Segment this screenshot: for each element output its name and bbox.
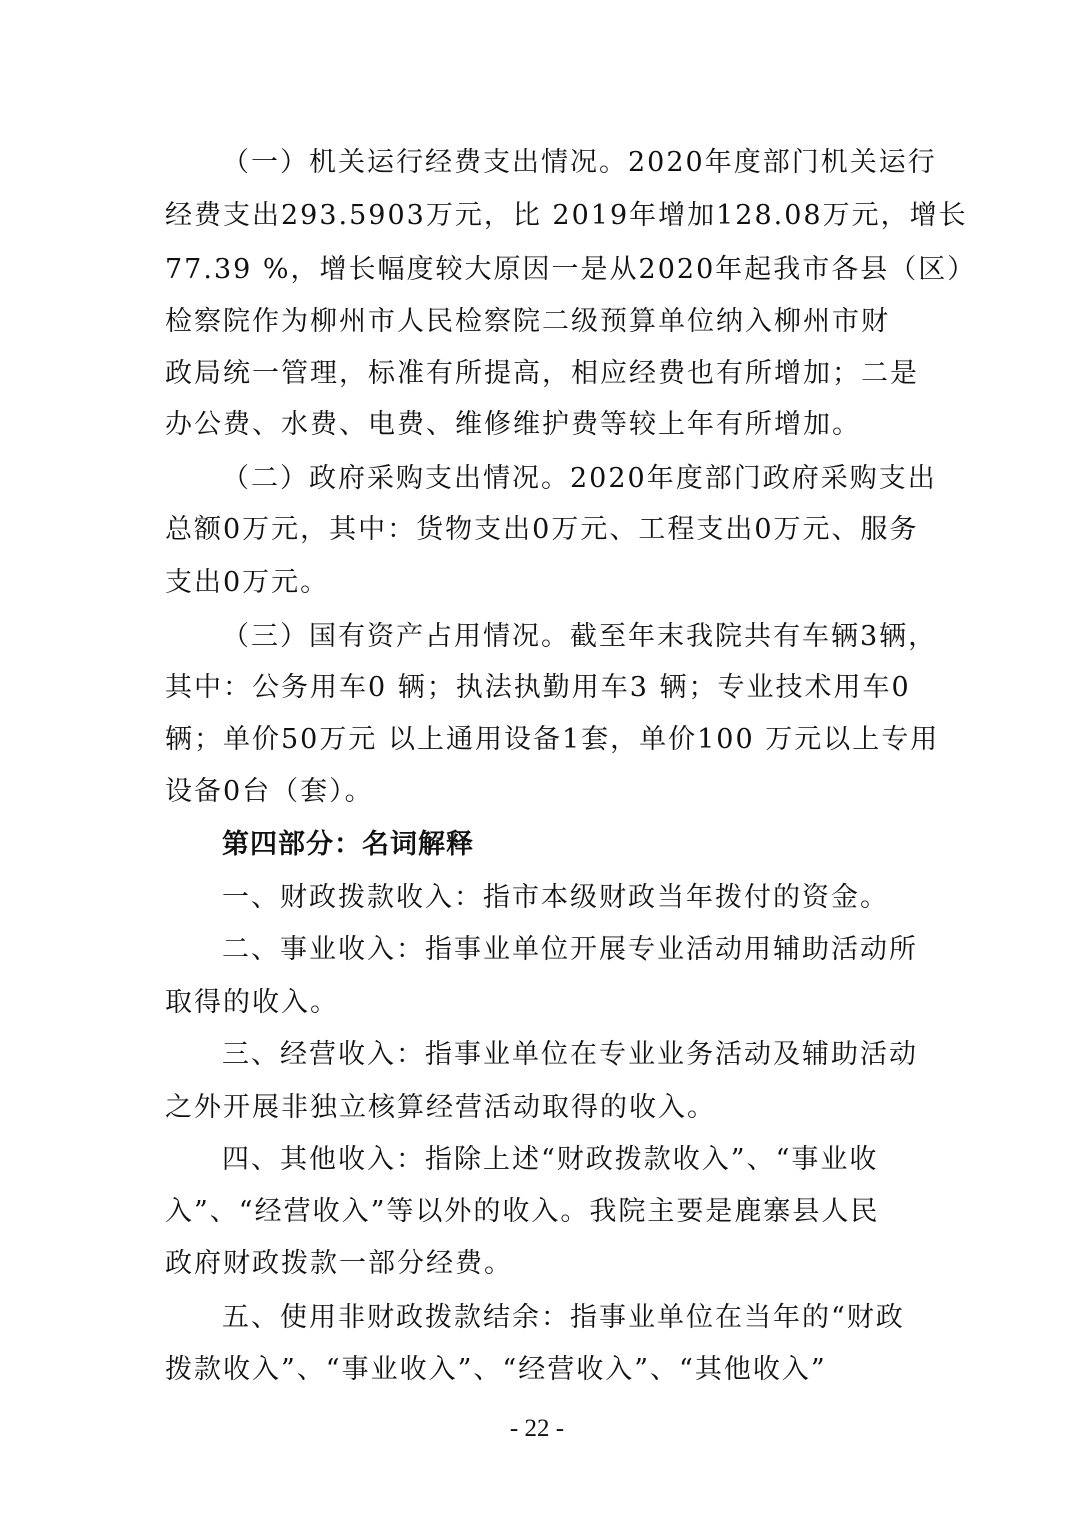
- paragraph-line: 一、财政拨款收入：指市本级财政当年拨付的资金。: [222, 882, 889, 913]
- paragraph-line: 五、使用非财政拨款结余：指事业单位在当年的“财政: [222, 1302, 905, 1333]
- paragraph-line: （三）国有资产占用情况。截至年末我院共有车辆3辆，: [222, 621, 938, 652]
- paragraph-line: 检察院作为柳州市人民检察院二级预算单位纳入柳州市财: [165, 306, 890, 337]
- paragraph-line: 辆；单价50万元 以上通用设备1套，单价100 万元以上专用: [165, 724, 940, 755]
- paragraph-line: 77.39 %，增长幅度较大原因一是从2020年起我市各县（区）: [165, 254, 977, 285]
- paragraph-line: 经费支出293.5903万元，比 2019年增加128.08万元，增长: [165, 200, 968, 231]
- paragraph-line: （二）政府采购支出情况。2020年度部门政府采购支出: [222, 463, 937, 494]
- paragraph-line: 办公费、水费、电费、维修维护费等较上年有所增加。: [165, 409, 861, 440]
- paragraph-line: 其中：公务用车0 辆；执法执勤用车3 辆；专业技术用车0: [165, 672, 911, 703]
- paragraph-line: 总额0万元，其中：货物支出0万元、工程支出0万元、服务: [165, 514, 919, 545]
- paragraph-line: 之外开展非独立核算经营活动取得的收入。: [165, 1092, 716, 1123]
- paragraph-line: 设备0台（套）。: [165, 776, 374, 807]
- paragraph-line: 取得的收入。: [165, 987, 339, 1018]
- paragraph-line: 支出0万元。: [165, 567, 330, 598]
- paragraph-line: （一）机关运行经费支出情况。2020年度部门机关运行: [222, 147, 937, 178]
- section-heading: 第四部分：名词解释: [222, 829, 474, 860]
- paragraph-line: 政府财政拨款一部分经费。: [165, 1248, 513, 1279]
- paragraph-line: 三、经营收入：指事业单位在专业业务活动及辅助活动: [222, 1039, 918, 1070]
- paragraph-line: 政局统一管理，标准有所提高，相应经费也有所增加；二是: [165, 358, 919, 389]
- page-number: - 22 -: [509, 1415, 565, 1442]
- paragraph-line: 二、事业收入：指事业单位开展专业活动用辅助活动所: [222, 934, 918, 965]
- paragraph-line: 四、其他收入：指除上述“财政拨款收入”、“事业收: [222, 1144, 879, 1175]
- paragraph-line: 拨款收入”、“事业收入”、“经营收入”、“其他收入”: [165, 1354, 827, 1385]
- paragraph-line: 入”、“经营收入”等以外的收入。我院主要是鹿寨县人民: [165, 1196, 880, 1227]
